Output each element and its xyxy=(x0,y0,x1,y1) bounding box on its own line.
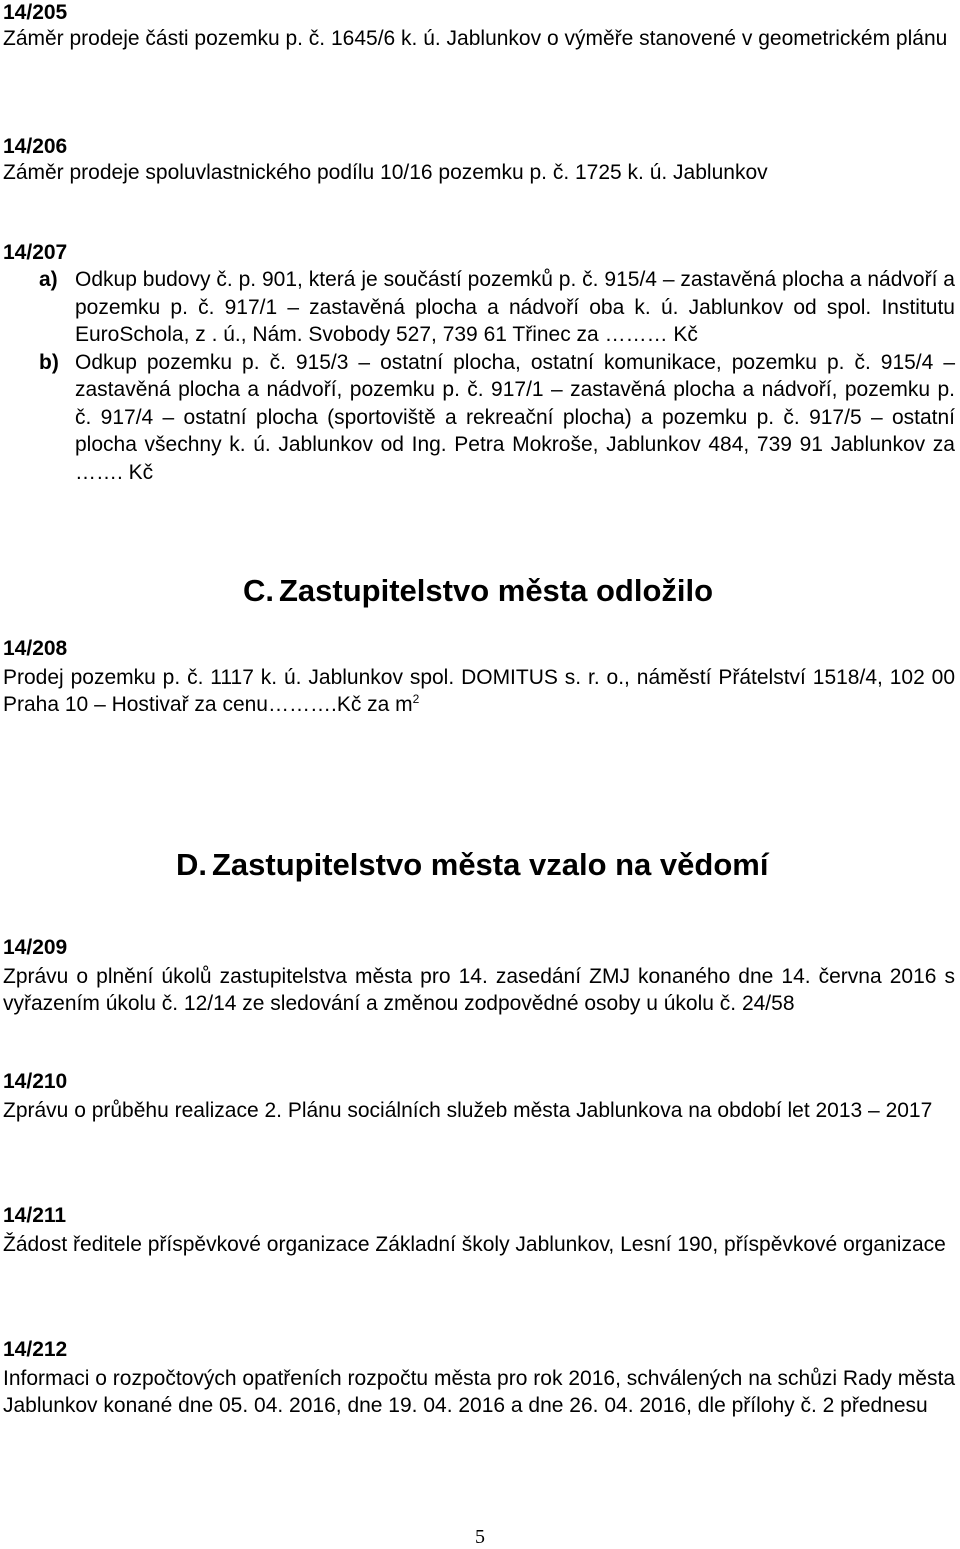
item-text: Žádost ředitele příspěvkové organizace Základní školy Jablunkov, Lesní 190, příspěvkové organizace xyxy=(3,1233,946,1256)
section-letter: C. xyxy=(243,573,274,608)
section-c-heading xyxy=(243,573,713,609)
item-number: 14/211 xyxy=(3,1204,67,1227)
item-text: Zprávu o průběhu realizace 2. Plánu sociálních služeb města Jablunkova na období let 2013 – 2017 xyxy=(3,1099,933,1122)
superscript: 2 xyxy=(412,692,420,706)
section-title: Zastupitelstvo města odložilo xyxy=(279,573,714,608)
item-number: 14/206 xyxy=(3,135,68,158)
item-14-212 xyxy=(3,1337,955,1419)
item-14-211 xyxy=(3,1203,955,1258)
item-text: Prodej pozemku p. č. 1117 k. ú. Jablunkov spol. DOMITUS s. r. o., náměstí Přátelství 1518/4, 102 00 Praha 10 – Hostivař za cenu……….Kč za $m^2$ xyxy=(3,666,955,716)
subitem-label: b) xyxy=(39,350,59,374)
item-number: 14/208 xyxy=(3,637,68,660)
section-letter: D. xyxy=(176,847,207,882)
item-number: 14/210 xyxy=(3,1070,68,1093)
item-text: Záměr prodeje spoluvlastnického podílu 10/16 pozemku p. č. 1725 k. ú. Jablunkov xyxy=(3,161,768,184)
item-14-209 xyxy=(3,935,955,1017)
page-number: 5 xyxy=(475,1526,485,1548)
item-14-207 xyxy=(3,240,955,486)
item-14-208 xyxy=(3,636,955,718)
item-text: Informaci o rozpočtových opatřeních rozpočtu města pro rok 2016, schválených na schůzi Rady města Jablunkov konané dne 05. 04. 2016, dne 19. 04. 2016 a dne 26. 04. 2016, dle přílohy č. 2 přednesu xyxy=(3,1367,955,1417)
item-number: 14/205 xyxy=(3,1,68,24)
subitem-text: Odkup pozemku p. č. 915/3 – ostatní plocha, ostatní komunikace, pozemku p. č. 915/4 – zastavěná plocha a nádvoří, pozemku p. č. 917/1 – zastavěná plocha a nádvoří, pozemku p. č. 917/4 – ostatní plocha (sportoviště a rekreační plocha) a pozemku p. č. 917/5 – ostatní plocha všechny k. ú. Jablunkov od Ing. Petra Mokroše, Jablunkov 484, 739 91 Jablunkov za ……. Kč xyxy=(75,350,955,484)
item-number: 14/209 xyxy=(3,936,68,959)
item-text: Záměr prodeje části pozemku p. č. 1645/6 k. ú. Jablunkov o výměře stanovené v geometrickém plánu xyxy=(3,27,948,50)
item-14-206 xyxy=(3,134,955,186)
subitem-text: Odkup budovy č. p. 901, která je součástí pozemků p. č. 915/4 – zastavěná plocha a nádvoří a pozemku p. č. 917/1 – zastavěná plocha a nádvoří oba k. ú. Jablunkov od spol. Institutu EuroSchola, z . ú., Nám. Svobody 527, 739 61 Třinec za ……… Kč xyxy=(75,268,955,346)
section-d-heading xyxy=(176,847,768,883)
subitem-a xyxy=(3,266,955,349)
item-14-210 xyxy=(3,1069,955,1124)
item-text: Zprávu o plnění úkolů zastupitelstva města pro 14. zasedání ZMJ konaného dne 14. června 2016 s vyřazením úkolu č. 12/14 ze sledování a změnou zodpovědné osoby u úkolu č. 24/58 xyxy=(3,965,955,1015)
subitem-b xyxy=(3,349,955,487)
item-number: 14/207 xyxy=(3,241,68,264)
item-14-205 xyxy=(3,0,955,52)
item-number: 14/212 xyxy=(3,1338,68,1361)
section-title: Zastupitelstvo města vzalo na vědomí xyxy=(212,847,769,882)
subitem-label: a) xyxy=(39,268,58,291)
